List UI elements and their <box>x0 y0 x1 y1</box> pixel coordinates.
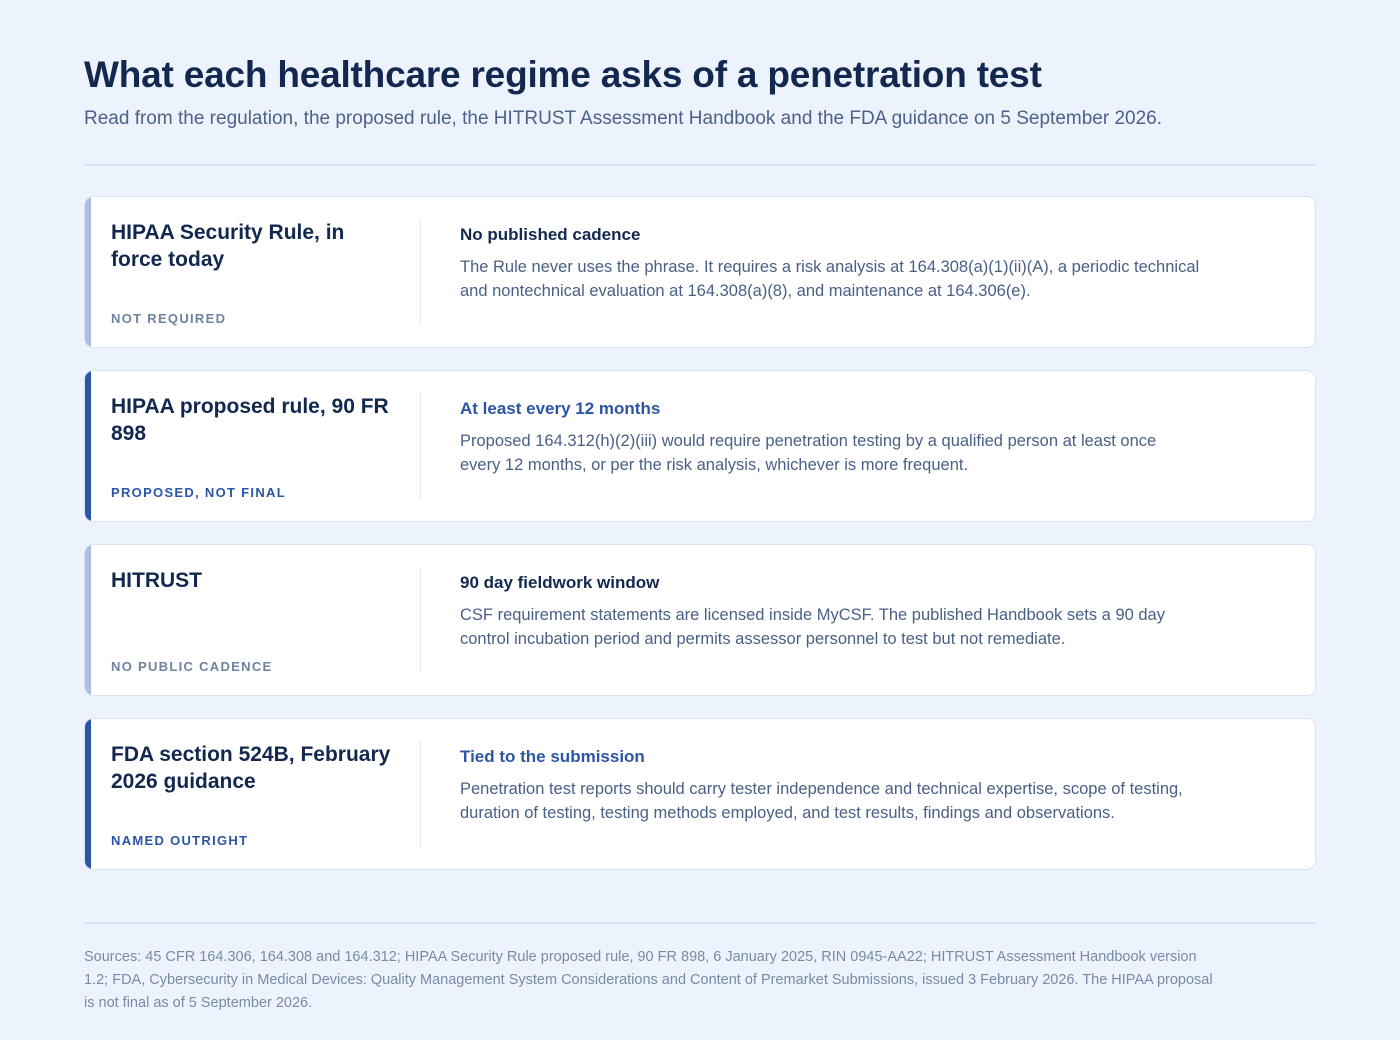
header-divider <box>84 164 1316 166</box>
requirement-detail: CSF requirement statements are licensed inside MyCSF. The published Handbook sets a 90 day control incubation period and permits assessor personnel to test but not remediate. <box>460 606 1165 648</box>
status-label: NAMED OUTRIGHT <box>111 833 249 848</box>
page-title: What each healthcare regime asks of a penetration test <box>84 54 1042 95</box>
regime-name: HIPAA proposed rule, 90 FR 898 <box>111 395 389 445</box>
card-accent-bar <box>85 197 91 347</box>
regime-list <box>84 196 1316 892</box>
card-column-divider <box>420 567 421 673</box>
requirement-headline: At least every 12 months <box>460 399 661 418</box>
regime-name: FDA section 524B, February 2026 guidance <box>111 743 391 793</box>
card-column-divider <box>420 219 421 325</box>
status-label: PROPOSED, NOT FINAL <box>111 485 286 500</box>
card-detail-column <box>460 745 1200 825</box>
regime-card-hipaa-security-rule <box>84 196 1316 348</box>
card-detail-column <box>460 223 1200 303</box>
page-subtitle: Read from the regulation, the proposed rule, the HITRUST Assessment Handbook and the FDA guidance on 5 September 2026. <box>84 108 1163 129</box>
status-label: NO PUBLIC CADENCE <box>111 659 273 674</box>
regime-card-fda-524b <box>84 718 1316 870</box>
regime-name: HIPAA Security Rule, in force today <box>111 221 345 271</box>
footer-divider <box>84 922 1316 924</box>
requirement-detail: Penetration test reports should carry tester independence and technical expertise, scope of testing, duration of testing, testing methods employed, and test results, findings and observations. <box>460 780 1183 822</box>
regime-card-hitrust <box>84 544 1316 696</box>
regime-name: HITRUST <box>111 569 202 592</box>
requirement-headline: No published cadence <box>460 225 641 244</box>
card-regime-column <box>111 393 391 501</box>
requirement-headline: Tied to the submission <box>460 747 645 766</box>
requirement-detail: The Rule never uses the phrase. It requires a risk analysis at 164.308(a)(1)(ii)(A), a periodic technical and nontechnical evaluation at 164.308(a)(8), and maintenance at 164.306(e). <box>460 258 1200 300</box>
card-detail-column <box>460 571 1200 651</box>
status-label: NOT REQUIRED <box>111 311 227 326</box>
card-regime-column <box>111 567 391 675</box>
card-regime-column <box>111 219 391 327</box>
page-header <box>84 52 1316 132</box>
regime-card-hipaa-proposed-rule <box>84 370 1316 522</box>
card-column-divider <box>420 741 421 847</box>
card-accent-bar <box>85 719 91 869</box>
sources-note: Sources: 45 CFR 164.306, 164.308 and 164.312; HIPAA Security Rule proposed rule, 90 FR 898, 6 January 2025, RIN 0945-AA22; HITRUST Assessment Handbook version 1.2; FDA, Cybersecurity in Medical Devices: Quality Management System Considerations and Content of Premarket Submissions, issued 3 February 2026. The HIPAA proposal is not final as of 5 September 2026. <box>84 948 1213 1011</box>
card-detail-column <box>460 397 1200 477</box>
card-accent-bar <box>85 371 91 521</box>
card-accent-bar <box>85 545 91 695</box>
card-column-divider <box>420 393 421 499</box>
requirement-headline: 90 day fieldwork window <box>460 573 660 592</box>
requirement-detail: Proposed 164.312(h)(2)(iii) would require penetration testing by a qualified person at least once every 12 months, or per the risk analysis, whichever is more frequent. <box>460 432 1157 474</box>
card-regime-column <box>111 741 391 849</box>
